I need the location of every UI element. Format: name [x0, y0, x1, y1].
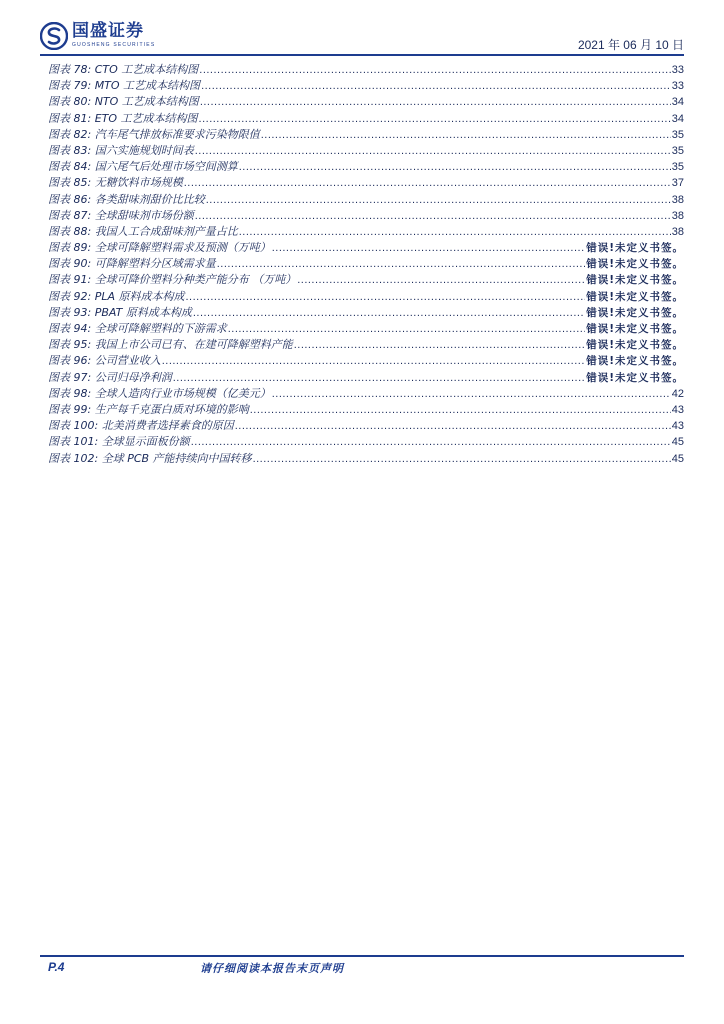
toc-entry-label: 图表 101: 全球显示面板份额 [48, 435, 190, 449]
toc-entry-label: 图表 83: 国六实施规划时间表 [48, 143, 194, 157]
toc-entry-label: 图表 81: ETO 工艺成本结构图 [48, 111, 198, 125]
footer-disclaimer: 请仔细阅读本报告末页声明 [200, 962, 344, 975]
toc-entry[interactable] [48, 353, 684, 369]
toc-entry-label: 图表 85: 无糖饮料市场规模 [48, 176, 183, 190]
toc-entry-label: 图表 82: 汽车尾气排放标准要求污染物限值 [48, 127, 260, 141]
toc-entry-label: 图表 98: 全球人造肉行业市场规模（亿美元） [48, 386, 271, 400]
toc-entry-label: 图表 102: 全球 PCB 产能持续向中国转移 [48, 451, 252, 465]
toc-leader-dots [272, 240, 586, 256]
toc-leader-dots [217, 256, 586, 272]
toc-entry-label: 图表 79: MTO 工艺成本结构图 [48, 79, 201, 93]
toc-entry-page: 38 [671, 193, 684, 206]
toc-entry-page: 45 [671, 452, 684, 465]
toc-entry[interactable] [48, 402, 684, 418]
company-logo [40, 22, 155, 50]
toc-entry-page: 33 [671, 80, 684, 93]
toc-leader-dots [206, 192, 671, 208]
toc-leader-dots [235, 418, 671, 434]
toc-entry-page: 35 [671, 161, 684, 174]
toc-leader-dots [253, 451, 671, 467]
toc-entry-page: 35 [671, 128, 684, 141]
toc-entry-label: 图表 90: 可降解塑料分区域需求量 [48, 257, 216, 271]
toc-entry-label: 图表 95: 我国上市公司已有、在建可降解塑料产能 [48, 338, 293, 352]
toc-leader-dots [195, 143, 671, 159]
toc-entry[interactable] [48, 240, 684, 256]
guosheng-logo-icon [40, 22, 68, 50]
toc-entry-error: 错误!未定义书签。 [586, 355, 684, 368]
toc-leader-dots [184, 175, 671, 191]
toc-leader-dots [199, 111, 671, 127]
toc-leader-dots [191, 434, 671, 450]
toc-entry-page: 34 [671, 96, 684, 109]
toc-entry[interactable] [48, 370, 684, 386]
toc-leader-dots [173, 370, 586, 386]
report-date: 2021 年 06 月 10 日 [577, 38, 684, 52]
toc-entry[interactable] [48, 175, 684, 191]
toc-entry[interactable] [48, 386, 684, 402]
page-number: P.4 [48, 960, 65, 974]
toc-entry[interactable] [48, 321, 684, 337]
toc-entry-label: 图表 78: CTO 工艺成本结构图 [48, 63, 199, 76]
toc-leader-dots [195, 208, 671, 224]
page-header [0, 0, 724, 60]
toc-entry-error: 错误!未定义书签。 [586, 323, 684, 335]
toc-entry[interactable] [48, 62, 684, 78]
toc-leader-dots [272, 386, 671, 402]
toc-leader-dots [294, 337, 586, 353]
toc-entry[interactable] [48, 192, 684, 208]
toc-leader-dots [250, 402, 671, 418]
toc-entry[interactable] [48, 111, 684, 127]
toc-leader-dots [261, 127, 671, 143]
toc-entry-error: 错误!未定义书签。 [586, 339, 684, 352]
toc-entry-label: 图表 84: 国六尾气后处理市场空间测算 [48, 160, 238, 174]
toc-leader-dots [297, 272, 585, 288]
toc-entry-error: 错误!未定义书签。 [586, 274, 684, 287]
toc-leader-dots [200, 94, 671, 110]
toc-entry-page: 33 [671, 64, 684, 76]
toc-entry-label: 图表 92: PLA 原料成本构成 [48, 289, 185, 303]
toc-entry-error: 错误!未定义书签。 [586, 306, 684, 319]
toc-entry-page: 34 [671, 112, 684, 125]
toc-leader-dots [162, 353, 586, 369]
toc-leader-dots [239, 159, 671, 175]
toc-entry-error: 错误!未定义书签。 [586, 290, 684, 303]
toc-entry-label: 图表 93: PBAT 原料成本构成 [48, 305, 192, 319]
toc-entry[interactable] [48, 143, 684, 159]
toc-entry-page: 45 [671, 436, 684, 449]
toc-entry-page: 43 [671, 420, 684, 433]
toc-entry-label: 图表 87: 全球甜味剂市场份额 [48, 208, 194, 222]
toc-entry[interactable] [48, 78, 684, 94]
toc-entry-label: 图表 100: 北美消费者选择素食的原因 [48, 419, 234, 433]
toc-entry-label: 图表 96: 公司营业收入 [48, 354, 161, 368]
toc-leader-dots [239, 224, 671, 240]
toc-entry-page: 42 [671, 387, 684, 400]
toc-entry[interactable] [48, 272, 684, 288]
logo-chinese-text: 国盛证券 [72, 21, 144, 41]
toc-leader-dots [199, 62, 670, 78]
logo-english-text: GUOSHENG SECURITIES [72, 42, 156, 48]
footer-divider [40, 955, 684, 957]
toc-entry-label: 图表 99: 生产每千克蛋白质对环境的影响 [48, 402, 249, 416]
toc-entry[interactable] [48, 337, 684, 353]
toc-entry-label: 图表 97: 公司归母净利润 [48, 370, 172, 384]
toc-entry-error: 错误!未定义书签。 [586, 258, 684, 271]
toc-entry[interactable] [48, 208, 684, 224]
toc-entry[interactable] [48, 224, 684, 240]
toc-entry[interactable] [48, 94, 684, 110]
toc-entry-label: 图表 89: 全球可降解塑料需求及预测（万吨） [48, 241, 271, 255]
table-of-figures [48, 62, 684, 467]
toc-entry[interactable] [48, 159, 684, 175]
toc-entry-label: 图表 80: NTO 工艺成本结构图 [48, 95, 199, 109]
toc-entry[interactable] [48, 305, 684, 321]
toc-leader-dots [228, 321, 586, 337]
header-divider [40, 54, 684, 56]
toc-entry[interactable] [48, 289, 684, 305]
toc-entry-label: 图表 91: 全球可降价塑料分种类产能分布 （万吨） [48, 273, 297, 287]
toc-entry-page: 38 [671, 209, 684, 222]
toc-entry-label: 图表 94: 全球可降解塑料的下游需求 [48, 322, 227, 335]
toc-entry-error: 错误!未定义书签。 [586, 242, 684, 255]
toc-entry-label: 图表 88: 我国人工合成甜味剂产量占比 [48, 224, 238, 238]
toc-entry-page: 43 [671, 403, 684, 416]
toc-entry[interactable] [48, 256, 684, 272]
toc-leader-dots [185, 289, 585, 305]
toc-entry[interactable] [48, 451, 684, 467]
toc-entry-page: 37 [671, 177, 684, 190]
toc-leader-dots [193, 305, 585, 321]
toc-entry-page: 38 [671, 225, 684, 238]
toc-entry-page: 35 [671, 144, 684, 157]
toc-leader-dots [201, 78, 671, 94]
toc-entry-label: 图表 86: 各类甜味剂甜价比比较 [48, 192, 205, 206]
toc-entry-error: 错误!未定义书签。 [586, 371, 684, 384]
toc-entry[interactable] [48, 418, 684, 434]
toc-entry[interactable] [48, 127, 684, 143]
toc-entry[interactable] [48, 434, 684, 450]
